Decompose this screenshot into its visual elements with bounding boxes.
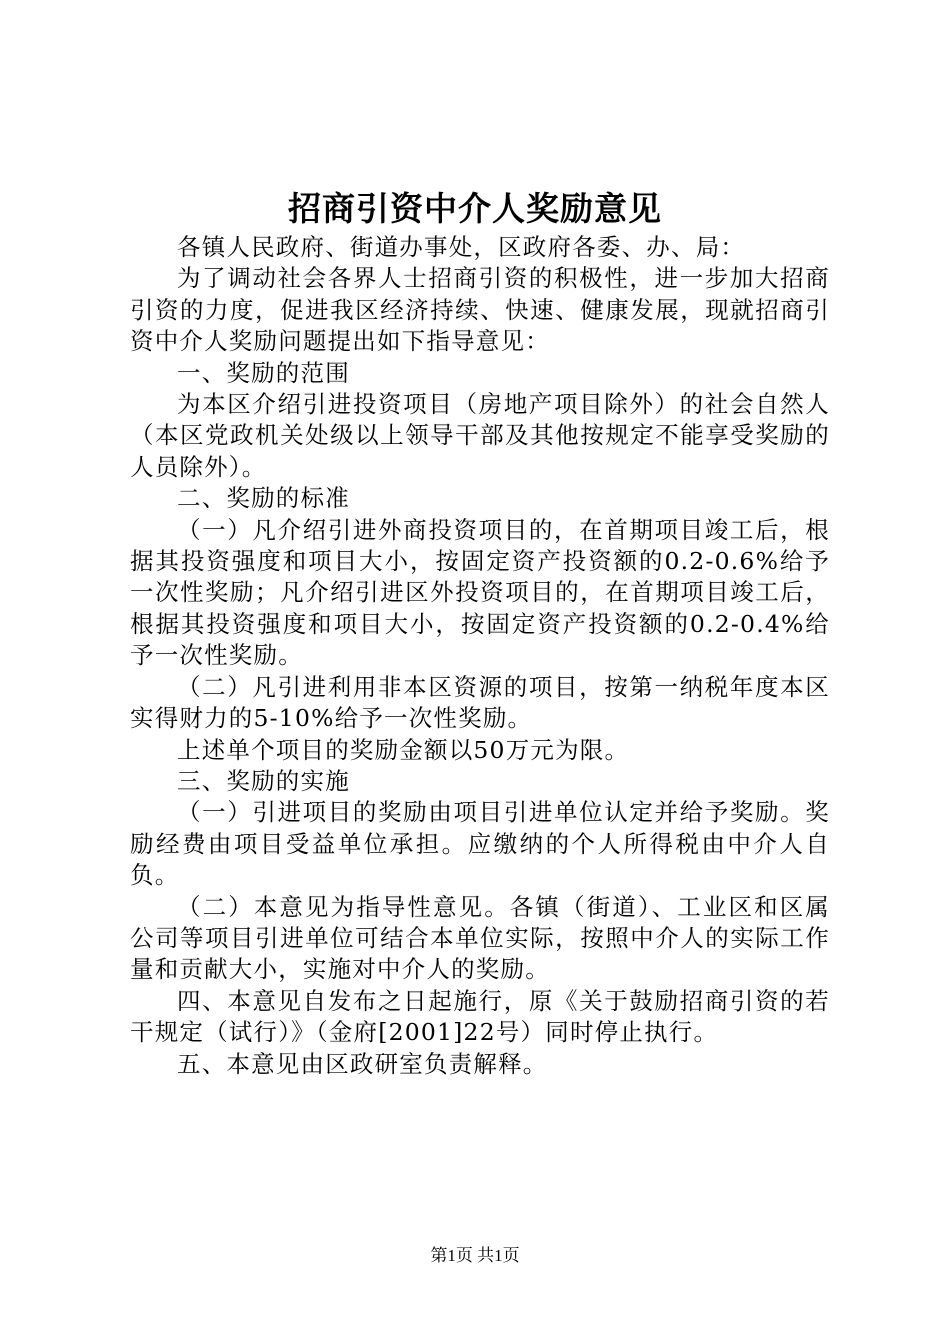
standard-item-1: （一）凡介绍引进外商投资项目的，在首期项目竣工后，根据其投资强度和项目大小，按固定资产投资额的0.2-0.6%给予一次性奖励；凡介绍引进区外投资项目的，在首期项目竣工后，根据其投资强度和项目大小，按固定资产投资额的0.2-0.4%给予一次性奖励。 <box>130 515 830 670</box>
intro-paragraph: 为了调动社会各界人士招商引资的积极性，进一步加大招商引资的力度，促进我区经济持续、快速、健康发展，现就招商引资中介人奖励问题提出如下指导意见： <box>130 264 830 356</box>
scope-paragraph: 为本区介绍引进投资项目（房地产项目除外）的社会自然人（本区党政机关处级以上领导干部及其他按规定不能享受奖励的人员除外）。 <box>130 390 830 481</box>
section-heading-implementation: 三、奖励的实施 <box>177 766 350 795</box>
document-body <box>130 232 830 1080</box>
implementation-item-2: （二）本意见为指导性意见。各镇（街道）、工业区和区属公司等项目引进单位可结合本单位实际，按照中介人的实际工作量和贡献大小，实施对中介人的奖励。 <box>130 892 830 984</box>
page-number-footer: 第1页 共1页 <box>430 1246 520 1265</box>
implementation-item-1: （一）引进项目的奖励由项目引进单位认定并给予奖励。奖励经费由项目受益单位承担。应缴纳的个人所得税由中介人自负。 <box>130 798 830 890</box>
document-title: 招商引资中介人奖励意见 <box>288 189 662 228</box>
section-heading-scope: 一、奖励的范围 <box>177 358 350 387</box>
standard-limit: 上述单个项目的奖励金额以50万元为限。 <box>177 735 630 764</box>
salutation: 各镇人民政府、街道办事处，区政府各委、办、局： <box>177 233 746 261</box>
section-effective-date: 四、本意见自发布之日起施行，原《关于鼓励招商引资的若干规定（试行）》（金府[2001]22号）同时停止执行。 <box>130 986 830 1047</box>
standard-item-2: （二）凡引进利用非本区资源的项目，按第一纳税年度本区实得财力的5-10%给予一次性奖励。 <box>130 672 830 733</box>
section-interpretation: 五、本意见由区政研室负责解释。 <box>177 1049 548 1078</box>
section-heading-standard: 二、奖励的标准 <box>177 484 350 513</box>
